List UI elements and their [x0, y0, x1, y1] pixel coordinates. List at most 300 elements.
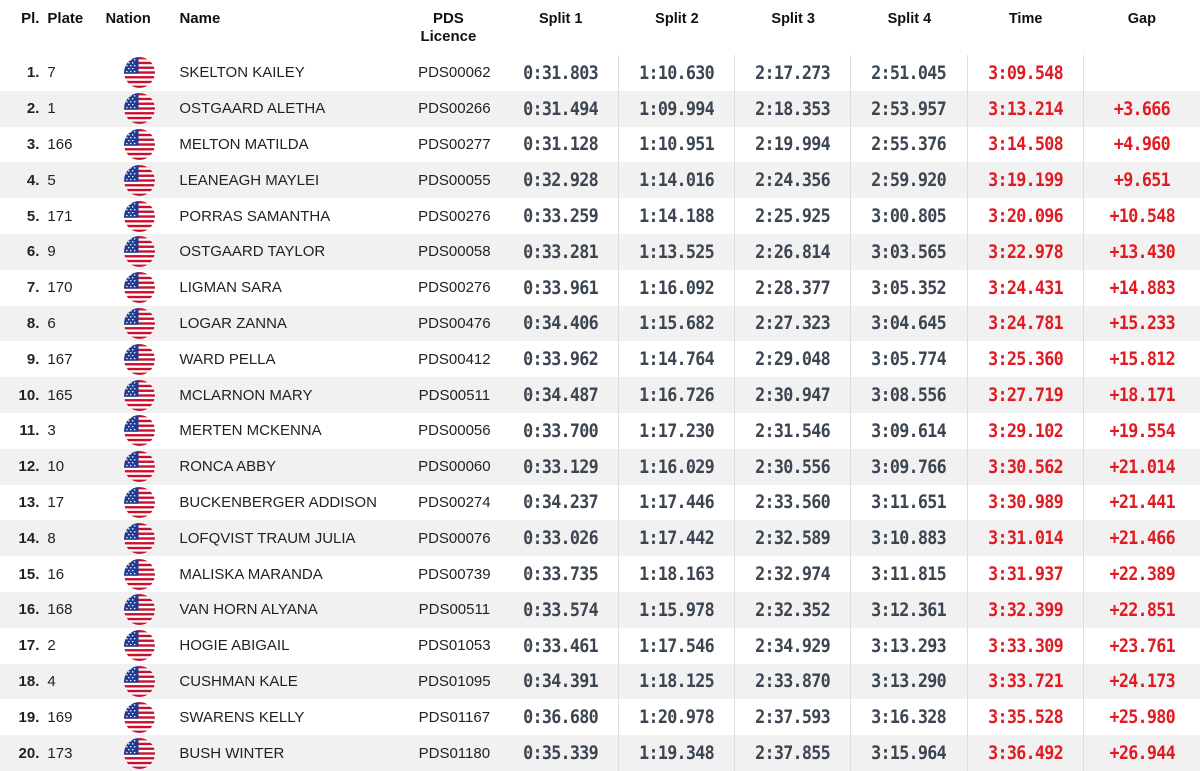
place-cell: 9. — [26, 350, 40, 368]
gap-cell — [1084, 556, 1200, 592]
time-cell — [968, 449, 1084, 485]
split1-cell — [503, 556, 619, 592]
split2-cell — [619, 485, 735, 521]
rider-name: OSTGAARD ALETHA — [179, 100, 326, 118]
split2-cell — [619, 306, 735, 342]
gap-value: +18.171 — [1109, 384, 1175, 407]
split2-cell — [619, 55, 735, 91]
plate-cell: 169 — [47, 708, 73, 726]
split3-cell — [735, 485, 851, 521]
split1-cell — [503, 234, 619, 270]
split3-cell — [735, 699, 851, 735]
split3-value: 2:19.994 — [755, 133, 831, 156]
header-place: Pl. — [21, 10, 40, 27]
split3-cell — [735, 735, 851, 771]
header-name: Name — [179, 10, 221, 27]
split1-value: 0:33.259 — [522, 205, 598, 228]
nation-cell — [103, 702, 178, 733]
split3-cell — [735, 198, 851, 234]
rider-name: MERTEN MCKENNA — [179, 422, 322, 440]
gap-cell — [1084, 664, 1200, 700]
split2-value: 1:09.994 — [638, 97, 714, 120]
split3-value: 2:28.377 — [755, 276, 831, 299]
licence-cell: PDS00058 — [418, 243, 491, 261]
header-split3: Split 3 — [771, 11, 815, 27]
time-value: 3:29.102 — [987, 419, 1063, 442]
split1-value: 0:31.128 — [522, 133, 598, 156]
split2-value: 1:17.442 — [638, 527, 714, 550]
split3-value: 2:29.048 — [755, 348, 831, 371]
licence-cell: PDS01167 — [418, 708, 491, 726]
rider-name: LIGMAN SARA — [179, 279, 282, 297]
table-row — [0, 449, 1200, 485]
table-row — [0, 306, 1200, 342]
rider-name: MALISKA MARANDA — [179, 565, 323, 583]
rider-name: SWARENS KELLY — [179, 708, 305, 726]
time-cell — [968, 306, 1084, 342]
split3-cell — [735, 162, 851, 198]
split4-value: 3:09.614 — [871, 419, 947, 442]
rider-name: WARD PELLA — [179, 350, 276, 368]
gap-value: +9.651 — [1113, 169, 1170, 192]
time-value: 3:19.199 — [987, 169, 1063, 192]
time-cell — [968, 341, 1084, 377]
split3-value: 2:27.323 — [755, 312, 831, 335]
rider-name: PORRAS SAMANTHA — [179, 207, 331, 225]
nation-cell — [103, 344, 178, 375]
split3-value: 2:32.589 — [755, 527, 831, 550]
plate-cell: 5 — [47, 171, 56, 189]
time-value: 3:31.937 — [987, 563, 1063, 586]
time-cell — [968, 485, 1084, 521]
time-value: 3:30.562 — [987, 455, 1063, 478]
nation-cell — [103, 559, 178, 590]
header-gap: Gap — [1127, 11, 1156, 27]
header-split1: Split 1 — [538, 11, 583, 27]
split2-cell — [619, 162, 735, 198]
split1-cell — [503, 664, 619, 700]
time-value: 3:36.492 — [987, 742, 1063, 765]
split1-cell — [503, 699, 619, 735]
nation-cell — [103, 236, 178, 267]
table-row — [0, 341, 1200, 377]
gap-value: +3.666 — [1113, 97, 1170, 120]
plate-cell: 171 — [47, 207, 73, 225]
split3-value: 2:37.593 — [755, 706, 831, 729]
gap-value: +23.761 — [1109, 634, 1175, 657]
usa-flag-icon — [124, 666, 155, 697]
split3-cell — [735, 91, 851, 127]
licence-cell: PDS00266 — [418, 100, 491, 118]
gap-value: +21.441 — [1109, 491, 1175, 514]
split1-cell — [503, 449, 619, 485]
split1-value: 0:36.680 — [522, 706, 598, 729]
split3-value: 2:18.353 — [755, 97, 831, 120]
usa-flag-icon — [124, 308, 155, 339]
split2-value: 1:14.764 — [638, 348, 714, 371]
split3-value: 2:26.814 — [755, 240, 831, 263]
gap-cell — [1084, 592, 1200, 628]
split2-cell — [619, 127, 735, 163]
place-cell: 5. — [26, 207, 40, 225]
table-row — [0, 664, 1200, 700]
split3-cell — [735, 520, 851, 556]
split4-cell — [851, 735, 967, 771]
table-row — [0, 628, 1200, 664]
gap-cell — [1084, 341, 1200, 377]
split3-cell — [735, 449, 851, 485]
time-value: 3:33.309 — [987, 634, 1063, 657]
usa-flag-icon — [124, 165, 155, 196]
licence-cell: PDS00277 — [418, 135, 491, 153]
plate-cell: 168 — [47, 601, 73, 619]
table-row — [0, 127, 1200, 163]
split3-value: 2:24.356 — [755, 169, 831, 192]
split2-value: 1:17.446 — [638, 491, 714, 514]
place-cell: 1. — [26, 64, 40, 82]
rider-name: LEANEAGH MAYLEI — [179, 171, 320, 189]
usa-flag-icon — [124, 594, 155, 625]
gap-cell — [1084, 520, 1200, 556]
split3-value: 2:17.273 — [755, 61, 831, 84]
split4-value: 3:04.645 — [871, 312, 947, 335]
place-cell: 6. — [26, 243, 40, 261]
gap-value: +22.389 — [1109, 563, 1175, 586]
place-cell: 14. — [18, 529, 40, 547]
place-cell: 3. — [26, 135, 40, 153]
licence-cell: PDS00276 — [418, 279, 491, 297]
plate-cell: 173 — [47, 744, 73, 762]
split2-value: 1:14.188 — [638, 205, 714, 228]
split2-value: 1:18.163 — [638, 563, 714, 586]
split3-value: 2:25.925 — [755, 205, 831, 228]
plate-cell: 4 — [47, 672, 56, 690]
place-cell: 19. — [18, 708, 40, 726]
header-split4: Split 4 — [887, 11, 932, 27]
licence-cell: PDS00276 — [418, 207, 491, 225]
time-value: 3:24.781 — [987, 312, 1063, 335]
split4-cell — [851, 449, 967, 485]
nation-cell — [103, 630, 178, 661]
time-value: 3:09.548 — [987, 61, 1063, 84]
split2-value: 1:10.630 — [638, 61, 714, 84]
nation-cell — [103, 308, 178, 339]
gap-cell — [1084, 162, 1200, 198]
split4-cell — [851, 306, 967, 342]
split4-cell — [851, 592, 967, 628]
split2-value: 1:14.016 — [638, 169, 714, 192]
split3-value: 2:34.929 — [755, 634, 831, 657]
split2-cell — [619, 556, 735, 592]
split3-cell — [735, 270, 851, 306]
licence-cell: PDS00739 — [418, 565, 491, 583]
time-value: 3:14.508 — [987, 133, 1063, 156]
rider-name: OSTGAARD TAYLOR — [179, 243, 326, 261]
place-cell: 16. — [18, 601, 40, 619]
licence-cell: PDS00055 — [418, 171, 491, 189]
rider-name: MCLARNON MARY — [179, 386, 313, 404]
split2-value: 1:20.978 — [638, 706, 714, 729]
split2-value: 1:16.029 — [638, 455, 714, 478]
gap-cell — [1084, 377, 1200, 413]
place-cell: 4. — [26, 171, 40, 189]
gap-value: +10.548 — [1109, 205, 1175, 228]
gap-value: +13.430 — [1109, 240, 1175, 263]
split3-cell — [735, 306, 851, 342]
split4-value: 3:12.361 — [871, 598, 947, 621]
time-cell — [968, 270, 1084, 306]
split2-value: 1:15.978 — [638, 598, 714, 621]
gap-value: +4.960 — [1113, 133, 1170, 156]
split3-value: 2:30.947 — [755, 384, 831, 407]
plate-cell: 6 — [47, 314, 56, 332]
licence-cell: PDS00511 — [418, 601, 491, 619]
split2-value: 1:18.125 — [638, 670, 714, 693]
split1-cell — [503, 485, 619, 521]
split4-value: 3:00.805 — [871, 205, 947, 228]
plate-cell: 10 — [47, 458, 65, 476]
time-value: 3:22.978 — [987, 240, 1063, 263]
time-cell — [968, 234, 1084, 270]
rider-name: CUSHMAN KALE — [179, 672, 298, 690]
gap-cell — [1084, 628, 1200, 664]
place-cell: 13. — [18, 493, 40, 511]
place-cell: 2. — [26, 100, 40, 118]
gap-value: +14.883 — [1109, 276, 1175, 299]
split1-value: 0:32.928 — [522, 169, 598, 192]
table-row — [0, 592, 1200, 628]
time-value: 3:27.719 — [987, 384, 1063, 407]
header-time: Time — [1008, 11, 1043, 27]
split4-cell — [851, 341, 967, 377]
gap-cell — [1084, 234, 1200, 270]
split1-value: 0:33.026 — [522, 527, 598, 550]
nation-cell — [103, 594, 178, 625]
split4-cell — [851, 55, 967, 91]
split4-cell — [851, 664, 967, 700]
usa-flag-icon — [124, 236, 155, 267]
place-cell: 10. — [18, 386, 40, 404]
header-nation: Nation — [105, 11, 151, 27]
split4-cell — [851, 628, 967, 664]
place-cell: 17. — [18, 637, 40, 655]
plate-cell: 9 — [47, 243, 56, 261]
gap-value: +19.554 — [1109, 419, 1175, 442]
gap-value: +15.233 — [1109, 312, 1175, 335]
nation-cell — [103, 415, 178, 446]
place-cell: 7. — [26, 279, 40, 297]
gap-cell — [1084, 127, 1200, 163]
rider-name: LOGAR ZANNA — [179, 314, 287, 332]
table-row — [0, 162, 1200, 198]
split1-cell — [503, 162, 619, 198]
nation-cell — [103, 93, 178, 124]
split4-cell — [851, 699, 967, 735]
split3-value: 2:37.855 — [755, 742, 831, 765]
split4-cell — [851, 162, 967, 198]
table-row — [0, 377, 1200, 413]
gap-value: +25.980 — [1109, 706, 1175, 729]
split2-cell — [619, 664, 735, 700]
time-cell — [968, 127, 1084, 163]
split1-value: 0:34.487 — [522, 384, 598, 407]
gap-cell — [1084, 699, 1200, 735]
table-row — [0, 520, 1200, 556]
split2-cell — [619, 91, 735, 127]
split4-value: 2:51.045 — [871, 61, 947, 84]
split2-value: 1:13.525 — [638, 240, 714, 263]
split2-cell — [619, 449, 735, 485]
split3-cell — [735, 556, 851, 592]
split4-value: 2:53.957 — [871, 97, 947, 120]
nation-cell — [103, 666, 178, 697]
gap-cell — [1084, 306, 1200, 342]
rider-name: BUSH WINTER — [179, 744, 285, 762]
table-row — [0, 735, 1200, 771]
licence-cell: PDS00056 — [418, 422, 491, 440]
split2-value: 1:10.951 — [638, 133, 714, 156]
table-row — [0, 699, 1200, 735]
header-split2: Split 2 — [655, 11, 699, 27]
gap-value: +21.466 — [1109, 527, 1175, 550]
table-row — [0, 91, 1200, 127]
split3-value: 2:31.546 — [755, 419, 831, 442]
split4-cell — [851, 520, 967, 556]
header-licence-line1: PDS — [432, 10, 464, 27]
split4-value: 2:55.376 — [871, 133, 947, 156]
time-value: 3:24.431 — [987, 276, 1063, 299]
header-plate: Plate — [47, 10, 84, 27]
licence-cell: PDS00511 — [418, 386, 491, 404]
split2-value: 1:17.546 — [638, 634, 714, 657]
split3-cell — [735, 55, 851, 91]
place-cell: 18. — [18, 672, 40, 690]
rider-name: VAN HORN ALYANA — [179, 601, 318, 619]
plate-cell: 17 — [47, 493, 65, 511]
nation-cell — [103, 272, 178, 303]
nation-cell — [103, 57, 178, 88]
plate-cell: 167 — [47, 350, 73, 368]
split4-cell — [851, 91, 967, 127]
plate-cell: 2 — [47, 637, 56, 655]
time-cell — [968, 91, 1084, 127]
table-row — [0, 234, 1200, 270]
usa-flag-icon — [124, 201, 155, 232]
table-row — [0, 270, 1200, 306]
split4-value: 3:10.883 — [871, 527, 947, 550]
split4-value: 3:11.815 — [871, 563, 947, 586]
time-cell — [968, 592, 1084, 628]
usa-flag-icon — [124, 272, 155, 303]
split1-value: 0:33.461 — [522, 634, 598, 657]
licence-cell: PDS01095 — [418, 672, 491, 690]
split2-cell — [619, 341, 735, 377]
split1-cell — [503, 91, 619, 127]
time-cell — [968, 664, 1084, 700]
split2-value: 1:16.726 — [638, 384, 714, 407]
split3-cell — [735, 234, 851, 270]
gap-cell — [1084, 413, 1200, 449]
nation-cell — [103, 165, 178, 196]
nation-cell — [103, 201, 178, 232]
split1-value: 0:33.574 — [522, 598, 598, 621]
split1-value: 0:33.735 — [522, 563, 598, 586]
gap-cell — [1084, 91, 1200, 127]
split2-cell — [619, 270, 735, 306]
split3-value: 2:32.352 — [755, 598, 831, 621]
usa-flag-icon — [124, 559, 155, 590]
split2-value: 1:19.348 — [638, 742, 714, 765]
licence-cell: PDS00062 — [418, 64, 491, 82]
split1-value: 0:33.700 — [522, 419, 598, 442]
time-cell — [968, 162, 1084, 198]
split2-cell — [619, 520, 735, 556]
split4-value: 3:15.964 — [871, 742, 947, 765]
split4-value: 3:13.290 — [871, 670, 947, 693]
usa-flag-icon — [124, 487, 155, 518]
split1-cell — [503, 735, 619, 771]
gap-value: +15.812 — [1109, 348, 1175, 371]
split1-value: 0:31.803 — [522, 61, 598, 84]
gap-value: +22.851 — [1109, 598, 1175, 621]
split2-value: 1:15.682 — [638, 312, 714, 335]
gap-cell — [1084, 485, 1200, 521]
time-cell — [968, 556, 1084, 592]
time-cell — [968, 628, 1084, 664]
split1-cell — [503, 341, 619, 377]
gap-cell — [1084, 449, 1200, 485]
split1-value: 0:34.406 — [522, 312, 598, 335]
split3-cell — [735, 592, 851, 628]
usa-flag-icon — [124, 415, 155, 446]
plate-cell: 16 — [47, 565, 65, 583]
split4-cell — [851, 485, 967, 521]
time-cell — [968, 198, 1084, 234]
plate-cell: 7 — [47, 64, 56, 82]
split1-value: 0:31.494 — [522, 97, 598, 120]
rider-name: HOGIE ABIGAIL — [179, 637, 290, 655]
time-cell — [968, 55, 1084, 91]
gap-cell — [1084, 270, 1200, 306]
nation-cell — [103, 451, 178, 482]
split1-cell — [503, 628, 619, 664]
table-row — [0, 413, 1200, 449]
time-value: 3:20.096 — [987, 205, 1063, 228]
rider-name: LOFQVIST TRAUM JULIA — [179, 529, 356, 547]
plate-cell: 8 — [47, 529, 56, 547]
split1-value: 0:35.339 — [522, 742, 598, 765]
split3-cell — [735, 341, 851, 377]
split4-cell — [851, 270, 967, 306]
split1-cell — [503, 520, 619, 556]
time-value: 3:30.989 — [987, 491, 1063, 514]
split3-cell — [735, 127, 851, 163]
header-licence-line2: Licence — [420, 28, 477, 45]
gap-value: +24.173 — [1109, 670, 1175, 693]
split3-cell — [735, 664, 851, 700]
split1-value: 0:34.391 — [522, 670, 598, 693]
split1-value: 0:33.962 — [522, 348, 598, 371]
split2-cell — [619, 234, 735, 270]
time-cell — [968, 520, 1084, 556]
split1-cell — [503, 127, 619, 163]
split4-value: 3:11.651 — [871, 491, 947, 514]
split2-cell — [619, 413, 735, 449]
time-value: 3:33.721 — [987, 670, 1063, 693]
split4-cell — [851, 556, 967, 592]
split1-cell — [503, 55, 619, 91]
split2-value: 1:16.092 — [638, 276, 714, 299]
